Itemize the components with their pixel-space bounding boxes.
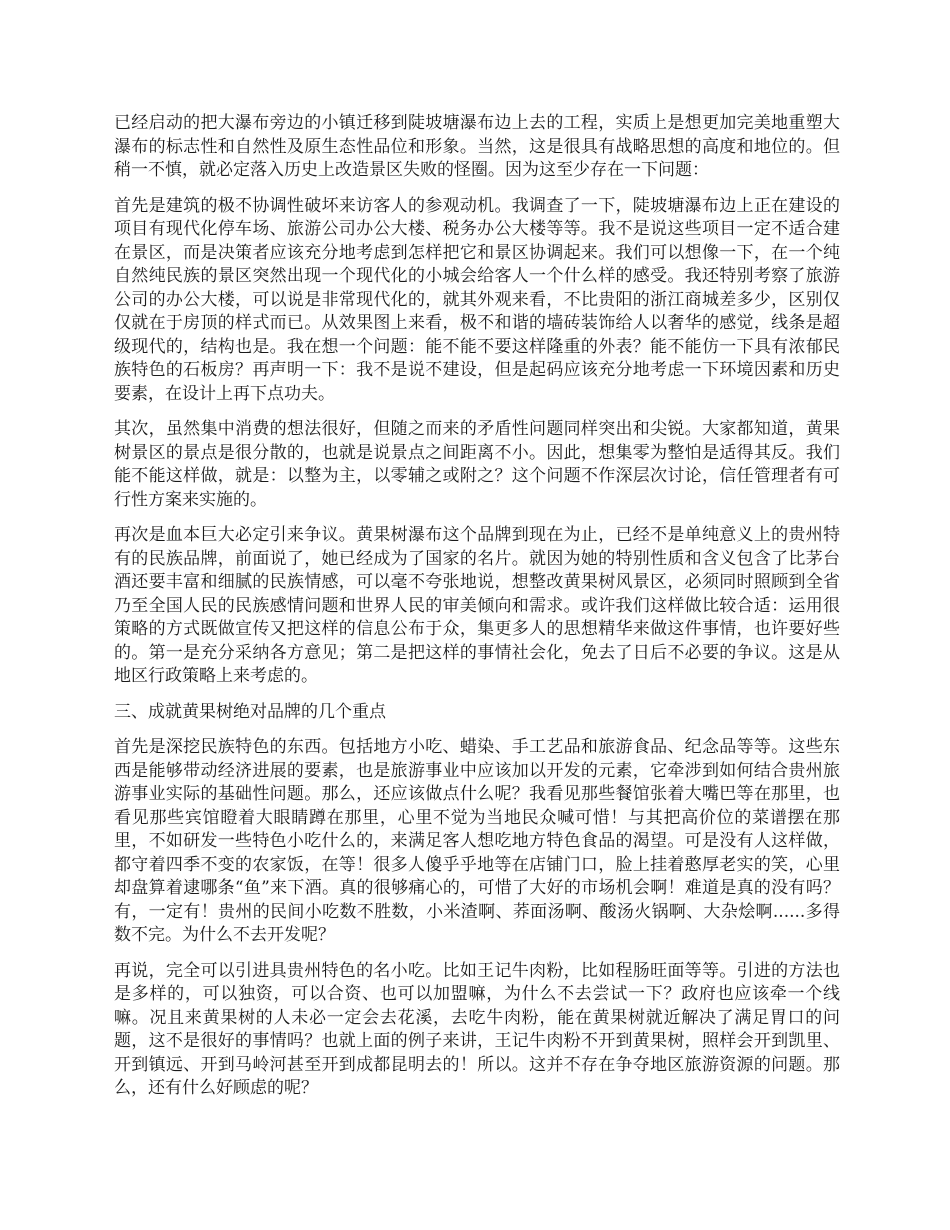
paragraph-second-problem: 其次，虽然集中消费的想法很好，但随之而来的矛盾性问题同样突出和尖锐。大家都知道，黄果树景区的景点是很分散的，也就是说景点之间距离不小。因此，想集零为整怕是适得其反。我们能不能这样做，就是：以整为主，以零辅之或附之？这个问题不作深层次讨论，信任管理者有可行性方案来实施的。 (114, 419, 840, 510)
section-heading: 三、成就黄果树绝对品牌的几个重点 (114, 701, 386, 722)
paragraph-famous-snacks: 再说，完全可以引进具贵州特色的名小吃。比如王记牛肉粉，比如程肠旺面等等。引进的方法也是多样的，可以独资，可以合资、也可以加盟嘛，为什么不去尝试一下？政府也应该牵一个线嘛。况且来黄果树的人未必一定会去花溪，去吃牛肉粉，能在黄果树就近解决了满足胃口的问题，这不是很好的事情吗？也就上面的例子来讲，王记牛肉粉不开到黄果树，照样会开到凯里、开到镇远、开到马岭河甚至开到成都昆明去的！所以。这并不存在争夺地区旅游资源的问题。那么，还有什么好顾虑的呢？ (114, 960, 840, 1098)
paragraph-first-problem: 首先是建筑的极不协调性破坏来访客人的参观动机。我调查了一下，陡坡塘瀑布边上正在建设的项目有现代化停车场、旅游公司办公大楼、税务办公大楼等等。我不是说这些项目一定不适合建在景区，而是决策者应该充分地考虑到怎样把它和景区协调起来。我们可以想像一下，在一个纯自然纯民族的景区突然出现一个现代化的小城会给客人一个什么样的感受。我还特别考察了旅游公司的办公大楼，可以说是非常现代化的，就其外观来看，不比贵阳的浙江商城差多少，区别仅仅就在于房顶的样式而已。从效果图上来看，极不和谐的墙砖装饰给人以奢华的感觉，线条是超级现代的，结构也是。我在想一个问题：能不能不要这样隆重的外表？能不能仿一下具有浓郁民族特色的石板房？再声明一下：我不是说不建设，但是起码应该充分地考虑一下环境因素和历史要素，在设计上再下点功夫。 (114, 195, 840, 404)
paragraph-ethnic-features: 首先是深挖民族特色的东西。包括地方小吃、蜡染、手工艺品和旅游食品、纪念品等等。这些东西是能够带动经济进展的要素，也是旅游事业中应该加以开发的元素，它牵涉到如何结合贵州旅游事业实际的基础性问题。那么，还应该做点什么呢？我看见那些餐馆张着大嘴巴等在那里，也看见那些宾馆瞪着大眼睛蹲在那里，心里不觉为当地民众喊可惜！与其把高价位的菜谱摆在那里，不如研发一些特色小吃什么的，来满足客人想吃地方特色食品的渴望。可是没有人这样做，都守着四季不变的农家饭，在等！很多人傻乎乎地等在店铺门口，脸上挂着憨厚老实的笑，心里却盘算着逮哪条“鱼”来下酒。真的很够痛心的，可惜了大好的市场机会啊！难道是真的没有吗？有，一定有！贵州的民间小吃数不胜数，小米渣啊、荞面汤啊、酸汤火锅啊、大杂烩啊......多得数不完。为什么不去开发呢？ (114, 737, 840, 945)
paragraph-third-problem: 再次是血本巨大必定引来争议。黄果树瀑布这个品牌到现在为止，已经不是单纯意义上的贵州特有的民族品牌，前面说了，她已经成为了国家的名片。就因为她的特别性质和含义包含了比茅台酒还要丰富和细腻的民族情感，可以毫不夸张地说，想整改黄果树风景区，必须同时照顾到全省乃至全国人民的民族感情问题和世界人民的审美倾向和需求。或许我们这样做比较合适：运用很策略的方式既做宣传又把这样的信息公布于众，集更多人的思想精华来做这件事情，也许要好些的。第一是充分采纳各方意见；第二是把这样的事情社会化，免去了日后不必要的争议。这是从地区行政策略上来考虑的。 (114, 525, 840, 686)
document-body (114, 112, 840, 1113)
paragraph-intro: 已经启动的把大瀑布旁边的小镇迁移到陡坡塘瀑布边上去的工程，实质上是想更加完美地重塑大瀑布的标志性和自然性及原生态性品位和形象。当然，这是很具有战略思想的高度和地位的。但稍一不慎，就必定落入历史上改造景区失败的怪圈。因为这至少存在一下问题： (114, 113, 840, 180)
